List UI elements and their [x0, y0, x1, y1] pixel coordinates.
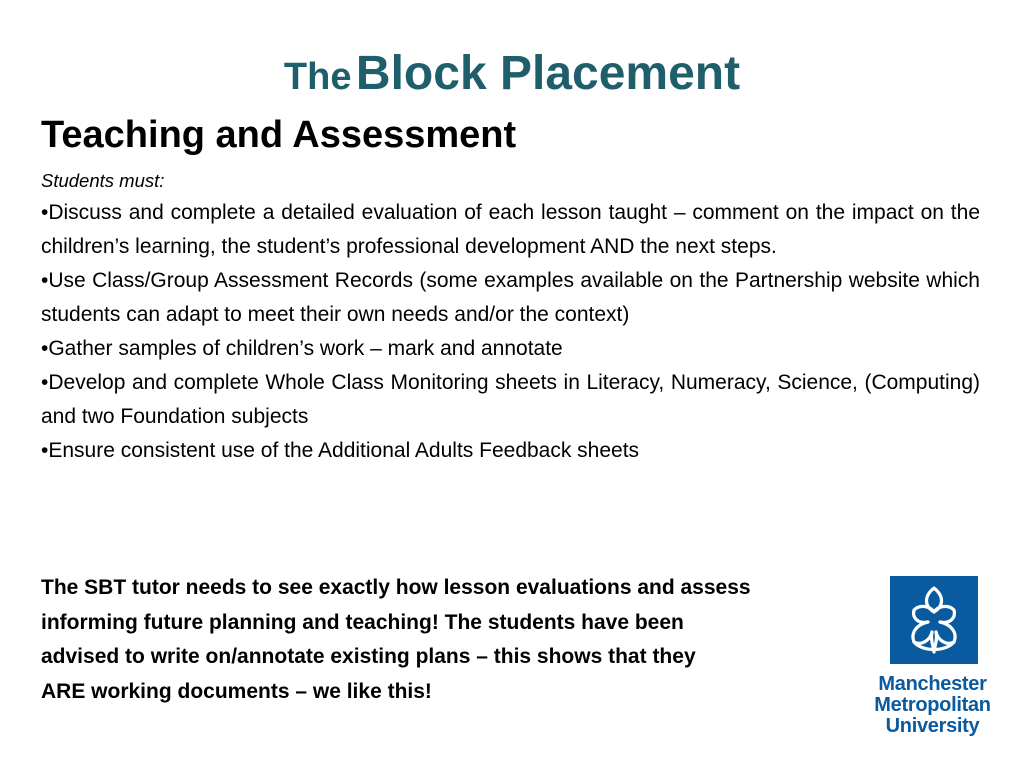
logo-wordmark	[860, 674, 1005, 737]
university-logo	[860, 576, 1005, 746]
logo-line: Manchester	[878, 673, 987, 695]
tutor-note	[41, 571, 871, 709]
bullet-item: •Gather samples of children’s work – mark and annotate	[41, 337, 563, 360]
tutor-note-line: ARE working documents – we like this!	[41, 679, 432, 703]
manchester-flower-icon	[890, 576, 978, 664]
bullet-item: •Use Class/Group Assessment Records (some examples available on the Partnership website which students can adapt to meet their own needs and/or the context)	[41, 269, 980, 326]
section-heading: Teaching and Assessment	[41, 114, 517, 156]
bullet-list	[41, 196, 980, 468]
bullet-item: •Discuss and complete a detailed evaluation of each lesson taught – comment on the impact on the children’s learning, the student’s professional development AND the next steps.	[41, 201, 980, 258]
bullet-item: •Develop and complete Whole Class Monitoring sheets in Literacy, Numeracy, Science, (Computing) and two Foundation subjects	[41, 371, 980, 428]
logo-line: Metropolitan	[874, 694, 991, 716]
slide-title	[0, 44, 1024, 115]
tutor-note-line: advised to write on/annotate existing plans – this shows that they	[41, 645, 696, 668]
intro-text: Students must:	[41, 170, 165, 191]
tutor-note-line: The SBT tutor needs to see exactly how lesson evaluations and assess	[41, 576, 751, 599]
logo-emblem	[890, 576, 978, 664]
logo-line: University	[885, 715, 980, 737]
tutor-note-line: informing future planning and teaching! The students have been	[41, 610, 684, 634]
bullet-item: •Ensure consistent use of the Additional Adults Feedback sheets	[41, 439, 640, 462]
title-prefix: The	[283, 56, 352, 98]
title-main: Block Placement	[355, 47, 741, 100]
